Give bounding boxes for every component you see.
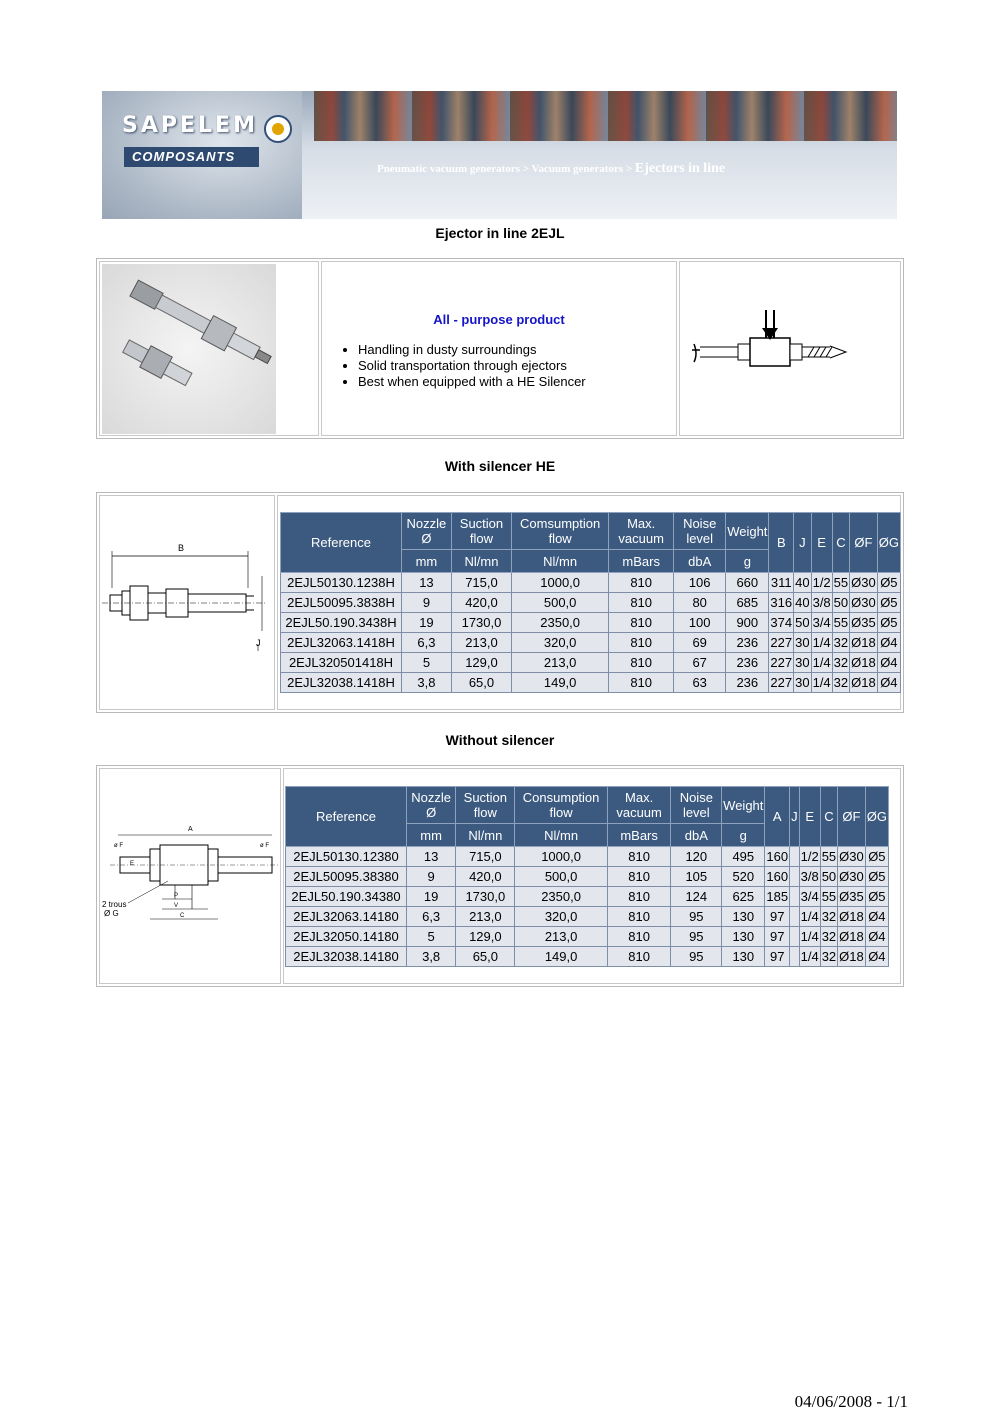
- without-silencer-panel: [96, 765, 904, 987]
- reference-cell: 2EJL50130.1238H: [281, 573, 402, 593]
- table-cell: 67: [674, 653, 726, 673]
- table-cell: 420,0: [456, 867, 515, 887]
- without-silencer-drawing-icon: [100, 769, 282, 985]
- table-cell: 625: [722, 887, 765, 907]
- table-cell: 124: [671, 887, 722, 907]
- table-cell: 65,0: [456, 947, 515, 967]
- table-cell: 1/4: [799, 927, 820, 947]
- table-cell: 50: [832, 593, 849, 613]
- table-cell: 65,0: [451, 673, 511, 693]
- col-weight: Weight: [722, 787, 765, 824]
- table-row: [281, 633, 901, 653]
- table-cell: 810: [609, 573, 674, 593]
- table-cell: Ø18: [838, 947, 866, 967]
- table-cell: Ø18: [838, 907, 866, 927]
- table-cell: 32: [832, 633, 849, 653]
- col-weight: Weight: [726, 513, 769, 550]
- unit-nozzle: mm: [402, 550, 452, 573]
- dim-j-label: J: [256, 638, 261, 648]
- table-cell: 1/2: [811, 573, 832, 593]
- dim-a-label: A: [188, 826, 193, 833]
- table-row: [286, 927, 889, 947]
- table-cell: 227: [769, 633, 794, 653]
- table-cell: 5: [407, 927, 456, 947]
- table-cell: Ø30: [850, 573, 878, 593]
- table-cell: 500,0: [512, 593, 609, 613]
- table-cell: 9: [407, 867, 456, 887]
- col-consumption: Comsumption flow: [512, 513, 609, 550]
- reference-cell: 2EJL50095.3838H: [281, 593, 402, 613]
- col-reference: Reference: [281, 513, 402, 573]
- table-row: [286, 947, 889, 967]
- table-cell: 2350,0: [512, 613, 609, 633]
- table-cell: 495: [722, 847, 765, 867]
- table-row: [281, 613, 901, 633]
- table-row: [286, 907, 889, 927]
- reference-cell: 2EJL320501418H: [281, 653, 402, 673]
- table-cell: 810: [607, 907, 671, 927]
- table-cell: [790, 907, 800, 927]
- table-cell: 30: [794, 653, 811, 673]
- table-cell: 32: [820, 947, 837, 967]
- product-photo-cell: [99, 261, 319, 436]
- table-cell: Ø5: [865, 847, 888, 867]
- table-cell: Ø4: [877, 673, 900, 693]
- table-cell: [790, 947, 800, 967]
- table-cell: [790, 847, 800, 867]
- unit-vacuum: mBars: [609, 550, 674, 573]
- product-panel: [96, 258, 904, 439]
- table-cell: 227: [769, 653, 794, 673]
- list-item: • Handling in dusty surroundings: [358, 342, 586, 358]
- table-cell: Ø5: [877, 573, 900, 593]
- holes-label: 2 trous: [102, 900, 127, 909]
- table-cell: 320,0: [512, 633, 609, 653]
- table-cell: 69: [674, 633, 726, 653]
- table-cell: 236: [726, 653, 769, 673]
- table-cell: 3/8: [799, 867, 820, 887]
- table-cell: 810: [609, 653, 674, 673]
- table-cell: Ø18: [838, 927, 866, 947]
- dim-b-label: B: [178, 543, 185, 553]
- table-cell: Ø5: [877, 593, 900, 613]
- unit-suction: Nl/mn: [456, 824, 515, 847]
- table-cell: Ø4: [877, 653, 900, 673]
- table-cell: 1000,0: [512, 573, 609, 593]
- table-row: [281, 573, 901, 593]
- logo-subtitle: COMPOSANTS: [124, 147, 259, 167]
- dim-p-label: P: [174, 893, 179, 899]
- col-reference: Reference: [286, 787, 407, 847]
- symbol-cell: [679, 261, 901, 436]
- table-cell: 6,3: [402, 633, 452, 653]
- reference-cell: 2EJL50.190.3438H: [281, 613, 402, 633]
- product-tagline: All - purpose product: [433, 312, 565, 327]
- reference-cell: 2EJL50130.12380: [286, 847, 407, 867]
- col-a: A: [765, 787, 790, 847]
- table-cell: Ø30: [838, 867, 866, 887]
- table-cell: Ø5: [877, 613, 900, 633]
- reference-cell: 2EJL32038.14180: [286, 947, 407, 967]
- table-cell: 160: [765, 867, 790, 887]
- table-cell: 40: [794, 573, 811, 593]
- table-cell: 50: [794, 613, 811, 633]
- with-silencer-drawing-icon: [100, 496, 276, 711]
- product-description-cell: [321, 261, 677, 436]
- table-cell: [790, 927, 800, 947]
- unit-consumption: Nl/mn: [512, 550, 609, 573]
- table-cell: 213,0: [451, 633, 511, 653]
- table-cell: Ø18: [850, 653, 878, 673]
- table-cell: 236: [726, 633, 769, 653]
- table-cell: 900: [726, 613, 769, 633]
- unit-vacuum: mBars: [607, 824, 671, 847]
- col-of: ØF: [838, 787, 866, 847]
- table-cell: 3,8: [407, 947, 456, 967]
- reference-cell: 2EJL50095.38380: [286, 867, 407, 887]
- breadcrumb-path[interactable]: Pneumatic vacuum generators > Vacuum generators >: [377, 163, 635, 175]
- table-cell: 810: [607, 847, 671, 867]
- table-cell: 95: [671, 927, 722, 947]
- table-cell: 19: [402, 613, 452, 633]
- table-cell: 810: [609, 593, 674, 613]
- list-item: • Solid transportation through ejectors: [358, 358, 586, 374]
- table-cell: 810: [607, 887, 671, 907]
- dim-c-label: C: [180, 913, 185, 919]
- table-cell: [790, 867, 800, 887]
- table-cell: 374: [769, 613, 794, 633]
- table-cell: 95: [671, 947, 722, 967]
- table-cell: 32: [820, 907, 837, 927]
- table-cell: 810: [607, 867, 671, 887]
- with-silencer-table: [280, 512, 901, 693]
- table-cell: 660: [726, 573, 769, 593]
- banner-photo-strip: [314, 91, 897, 141]
- table-cell: 55: [820, 887, 837, 907]
- table-cell: 32: [832, 673, 849, 693]
- col-nozzle: Nozzle Ø: [407, 787, 456, 824]
- table-cell: 316: [769, 593, 794, 613]
- table-cell: 311: [769, 573, 794, 593]
- table-cell: [790, 887, 800, 907]
- table-cell: 129,0: [456, 927, 515, 947]
- table-cell: 50: [820, 867, 837, 887]
- table-cell: Ø30: [850, 593, 878, 613]
- table-cell: Ø35: [838, 887, 866, 907]
- dim-f-right-label: ø F: [260, 843, 269, 849]
- col-suction: Suction flow: [456, 787, 515, 824]
- list-item: • Best when equipped with a HE Silencer: [358, 374, 586, 390]
- table-cell: 1/4: [811, 653, 832, 673]
- col-vacuum: Max. vacuum: [609, 513, 674, 550]
- page-footer: 04/06/2008 - 1/1: [794, 1392, 908, 1411]
- col-c: C: [820, 787, 837, 847]
- table-cell: 130: [722, 927, 765, 947]
- col-og: ØG: [865, 787, 888, 847]
- table-cell: 1/4: [799, 907, 820, 927]
- logo-name: SAPELEM: [122, 113, 258, 138]
- table-cell: 810: [607, 927, 671, 947]
- unit-noise: dbA: [674, 550, 726, 573]
- table-cell: 149,0: [515, 947, 607, 967]
- table-cell: 32: [832, 653, 849, 673]
- table-cell: 55: [832, 573, 849, 593]
- table-cell: 320,0: [515, 907, 607, 927]
- col-e: E: [811, 513, 832, 573]
- table-header-row: [281, 513, 901, 550]
- header-banner: [102, 91, 897, 219]
- table-cell: Ø4: [865, 947, 888, 967]
- table-cell: 3/4: [799, 887, 820, 907]
- table-cell: 105: [671, 867, 722, 887]
- ejector-photo-icon: [102, 264, 276, 434]
- table-cell: 130: [722, 947, 765, 967]
- unit-noise: dbA: [671, 824, 722, 847]
- table-cell: 1730,0: [456, 887, 515, 907]
- table-cell: 5: [402, 653, 452, 673]
- table-cell: 810: [609, 613, 674, 633]
- table-cell: 97: [765, 927, 790, 947]
- unit-suction: Nl/mn: [451, 550, 511, 573]
- with-silencer-drawing-cell: [99, 495, 275, 710]
- with-silencer-title: With silencer HE: [444, 458, 556, 474]
- breadcrumb-current: Ejectors in line: [634, 161, 726, 176]
- col-consumption: Consumption flow: [515, 787, 607, 824]
- col-noise: Noise level: [671, 787, 722, 824]
- ejector-symbol-icon: [680, 262, 902, 437]
- table-cell: 213,0: [515, 927, 607, 947]
- col-j: J: [794, 513, 811, 573]
- table-cell: 420,0: [451, 593, 511, 613]
- table-row: [281, 593, 901, 613]
- table-cell: 213,0: [456, 907, 515, 927]
- table-cell: 100: [674, 613, 726, 633]
- table-cell: 97: [765, 947, 790, 967]
- col-e: E: [799, 787, 820, 847]
- table-cell: 95: [671, 907, 722, 927]
- table-cell: Ø4: [865, 907, 888, 927]
- reference-cell: 2EJL50.190.34380: [286, 887, 407, 907]
- table-cell: 160: [765, 847, 790, 867]
- table-cell: 1730,0: [451, 613, 511, 633]
- table-cell: 715,0: [456, 847, 515, 867]
- reference-cell: 2EJL32038.1418H: [281, 673, 402, 693]
- col-og: ØG: [877, 513, 900, 573]
- table-header-row: [286, 787, 889, 824]
- table-cell: 40: [794, 593, 811, 613]
- unit-nozzle: mm: [407, 824, 456, 847]
- col-b: B: [769, 513, 794, 573]
- col-vacuum: Max. vacuum: [607, 787, 671, 824]
- table-cell: 30: [794, 633, 811, 653]
- table-cell: 3/8: [811, 593, 832, 613]
- product-photo: [102, 264, 276, 434]
- logo-block: [102, 91, 302, 219]
- table-cell: 500,0: [515, 867, 607, 887]
- unit-weight: g: [726, 550, 769, 573]
- table-cell: Ø18: [850, 633, 878, 653]
- without-silencer-title: Without silencer: [445, 732, 555, 748]
- table-cell: 1/4: [811, 633, 832, 653]
- table-cell: Ø4: [877, 633, 900, 653]
- table-cell: 149,0: [512, 673, 609, 693]
- table-cell: 2350,0: [515, 887, 607, 907]
- table-cell: 227: [769, 673, 794, 693]
- table-cell: Ø5: [865, 867, 888, 887]
- table-cell: 810: [609, 633, 674, 653]
- table-cell: 810: [609, 673, 674, 693]
- breadcrumb: [377, 161, 725, 177]
- table-cell: 685: [726, 593, 769, 613]
- without-silencer-drawing-cell: [99, 768, 281, 984]
- table-row: [286, 887, 889, 907]
- table-cell: 185: [765, 887, 790, 907]
- table-cell: 1/4: [811, 673, 832, 693]
- col-nozzle: Nozzle Ø: [402, 513, 452, 550]
- table-cell: 810: [607, 947, 671, 967]
- product-title: Ejector in line 2EJL: [435, 225, 565, 241]
- table-cell: Ø4: [865, 927, 888, 947]
- without-silencer-table: [285, 786, 889, 967]
- table-cell: Ø5: [865, 887, 888, 907]
- table-cell: Ø18: [850, 673, 878, 693]
- table-cell: 13: [407, 847, 456, 867]
- table-cell: 213,0: [512, 653, 609, 673]
- table-cell: 63: [674, 673, 726, 693]
- table-row: [281, 653, 901, 673]
- dim-f-left-label: ø F: [114, 843, 123, 849]
- table-cell: Ø35: [850, 613, 878, 633]
- table-cell: 6,3: [407, 907, 456, 927]
- table-cell: 106: [674, 573, 726, 593]
- table-cell: 32: [820, 927, 837, 947]
- table-cell: 3/4: [811, 613, 832, 633]
- reference-cell: 2EJL32063.14180: [286, 907, 407, 927]
- reference-cell: 2EJL32063.1418H: [281, 633, 402, 653]
- table-cell: 129,0: [451, 653, 511, 673]
- table-row: [286, 847, 889, 867]
- table-cell: 1/2: [799, 847, 820, 867]
- table-cell: 236: [726, 673, 769, 693]
- col-c: C: [832, 513, 849, 573]
- col-of: ØF: [850, 513, 878, 573]
- table-cell: Ø30: [838, 847, 866, 867]
- table-cell: 13: [402, 573, 452, 593]
- table-row: [281, 673, 901, 693]
- table-cell: 3,8: [402, 673, 452, 693]
- unit-consumption: Nl/mn: [515, 824, 607, 847]
- logo-mark-icon: [264, 115, 292, 143]
- dim-e-label: E: [130, 861, 135, 867]
- unit-weight: g: [722, 824, 765, 847]
- table-cell: 520: [722, 867, 765, 887]
- table-cell: 9: [402, 593, 452, 613]
- table-cell: 19: [407, 887, 456, 907]
- table-cell: 55: [820, 847, 837, 867]
- table-cell: 1000,0: [515, 847, 607, 867]
- reference-cell: 2EJL32050.14180: [286, 927, 407, 947]
- table-cell: 120: [671, 847, 722, 867]
- dim-g-label: Ø G: [104, 909, 119, 918]
- table-cell: 130: [722, 907, 765, 927]
- table-cell: 1/4: [799, 947, 820, 967]
- table-row: [286, 867, 889, 887]
- with-silencer-panel: [96, 492, 904, 713]
- dim-v-label: V: [174, 903, 179, 909]
- table-cell: 715,0: [451, 573, 511, 593]
- feature-list: [340, 342, 586, 390]
- table-cell: 55: [832, 613, 849, 633]
- table-cell: 97: [765, 907, 790, 927]
- table-cell: 80: [674, 593, 726, 613]
- col-suction: Suction flow: [451, 513, 511, 550]
- table-cell: 30: [794, 673, 811, 693]
- col-j: J: [790, 787, 800, 847]
- col-noise: Noise level: [674, 513, 726, 550]
